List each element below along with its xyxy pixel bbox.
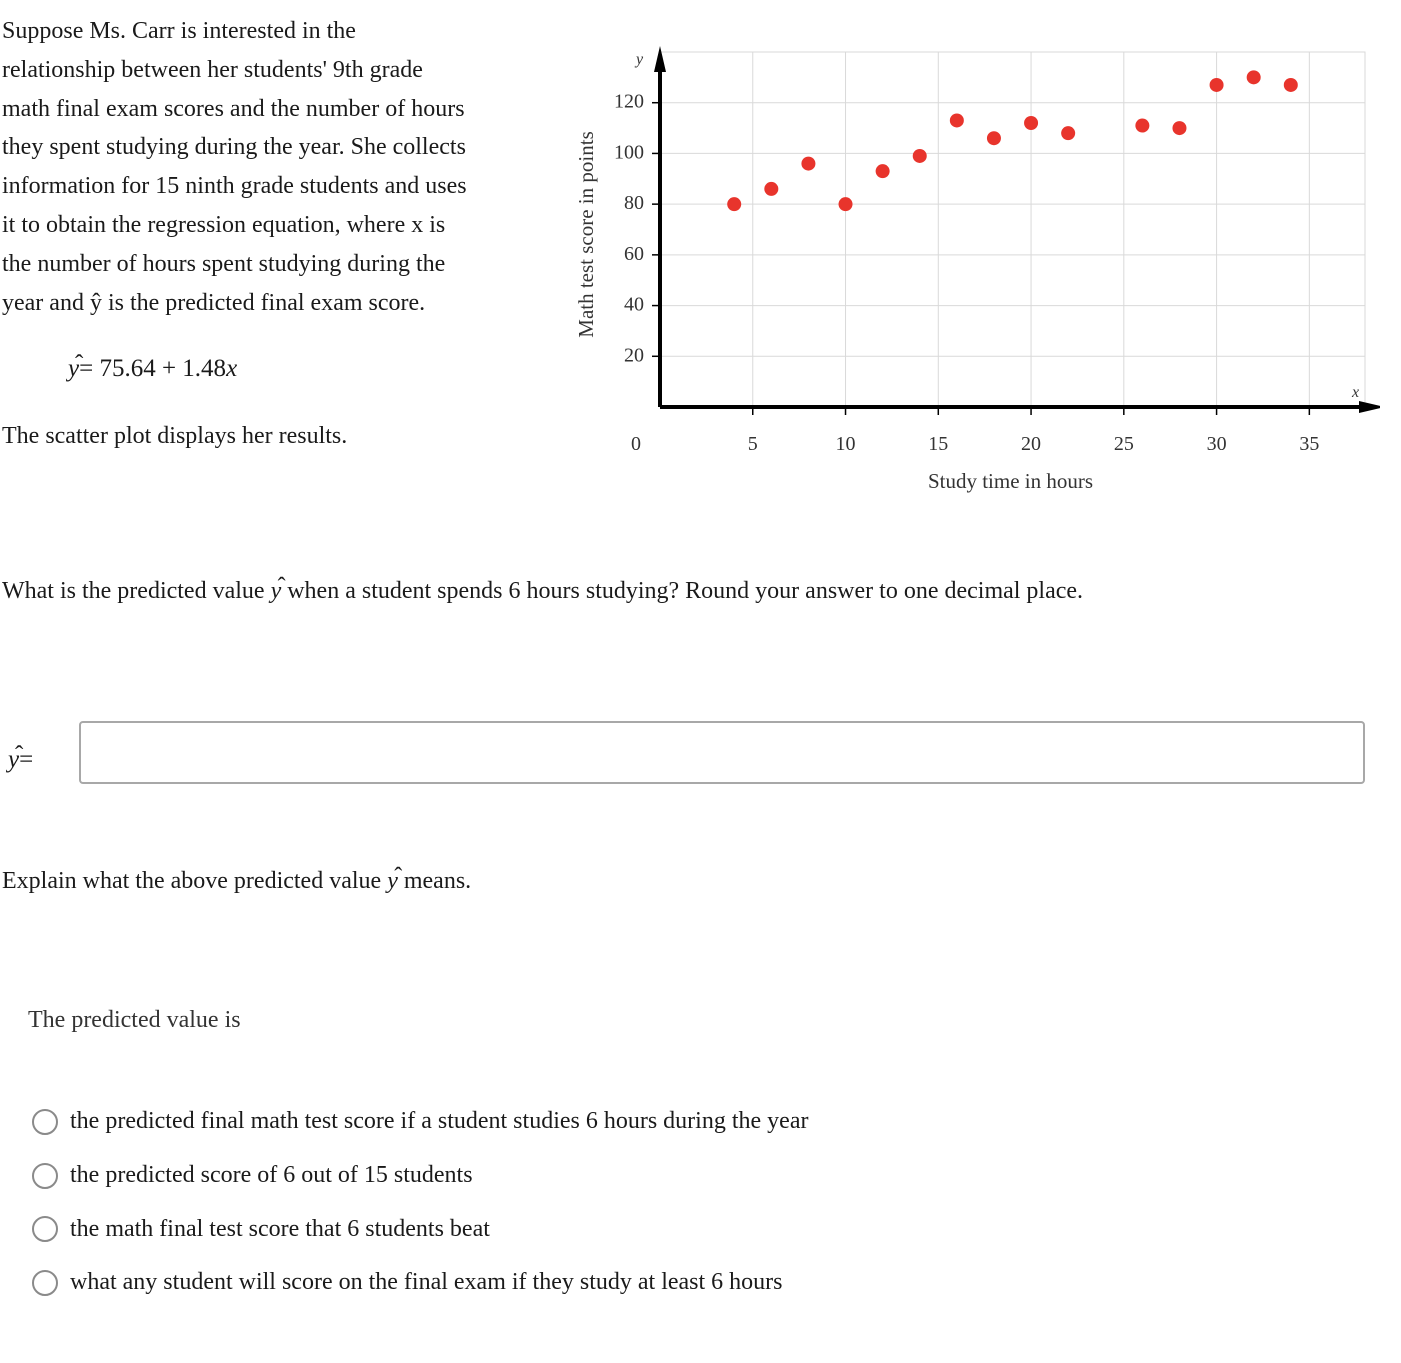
data-point [950,113,964,127]
y-tick-label: 100 [614,141,644,164]
data-point [1172,121,1186,135]
intro-line: year and ŷ is the predicted final exam score. [2,289,426,316]
explain-before: Explain what the above predicted value [2,868,388,894]
intro-line: math final exam scores and the number of hours [2,95,465,122]
radio-button[interactable] [32,1109,58,1135]
intro-line: the number of hours spent studying during the [2,250,446,277]
y-axis-label: Math test score in points [574,131,598,338]
y-axis-arrow [654,46,666,72]
x-axis-arrow [1359,401,1380,413]
question-yhat: y ˆ [271,572,282,610]
data-point [1135,119,1149,133]
data-point [764,182,778,196]
equation-yhat: y ˆ [68,350,79,388]
question-text [2,572,1083,610]
answer-yhat: y ˆ [8,742,19,778]
y-axis-letter: y [636,51,644,68]
x-tick-label: 5 [747,433,758,455]
y-tick-label: 40 [624,293,644,316]
explain-yhat: y ˆ [387,862,398,900]
data-point [913,149,927,163]
x-axis-label: Study time in hours [927,469,1094,493]
intro-line: relationship between her students' 9th grade [2,56,423,83]
x-tick-label: 10 [835,433,856,455]
data-point [839,197,853,211]
answer-label [8,742,33,778]
data-point [987,131,1001,145]
x-tick-label: 0 [631,433,641,455]
y-tick-label: 20 [624,344,644,367]
data-point [876,164,890,178]
x-tick-label: 30 [1206,433,1227,455]
explain-after: means. [397,868,472,894]
scatter-plot [560,40,1380,510]
answer-eq: = [19,746,34,773]
option-2[interactable] [32,1149,1032,1203]
question-after: when a student spends 6 hours studying? Round your answer to one decimal place. [281,578,1084,604]
intro-line: they spent studying during the year. She collects [2,134,466,161]
equation-rhs: = 75.64 + 1.48 [79,355,227,382]
option-4[interactable] [32,1256,1032,1310]
plot-frame [660,52,1365,407]
radio-button[interactable] [32,1163,58,1189]
predicted-value-lead: The predicted value is [28,1007,241,1033]
explain-prompt [2,862,471,900]
data-point [1210,78,1224,92]
x-tick-label: 15 [928,433,949,455]
problem-intro [2,12,542,322]
x-tick-label: 20 [1021,433,1042,455]
regression-equation [68,350,237,388]
y-tick-label: 120 [614,90,644,113]
option-label: what any student will score on the final exam if they study at least 6 hours [70,1269,783,1296]
data-point [801,157,815,171]
data-point [1061,126,1075,140]
data-point [1284,78,1298,92]
data-point [1024,116,1038,130]
option-label: the predicted score of 6 out of 15 students [70,1162,473,1189]
answer-input[interactable] [79,721,1365,784]
radio-button[interactable] [32,1270,58,1296]
data-point [727,197,741,211]
question-before: What is the predicted value [2,578,271,604]
answer-options [32,1095,1032,1310]
x-tick-label: 25 [1113,433,1134,455]
y-tick-label: 80 [624,192,644,215]
scatter-caption: The scatter plot displays her results. [2,423,348,449]
x-axis-letter: x [1352,384,1360,401]
radio-button[interactable] [32,1216,58,1242]
y-tick-label: 60 [624,242,644,265]
option-3[interactable] [32,1202,1032,1256]
option-1[interactable] [32,1095,1032,1149]
intro-line: it to obtain the regression equation, where x is [2,211,446,238]
intro-line: information for 15 ninth grade students and uses [2,173,467,200]
option-label: the predicted final math test score if a student studies 6 hours during the year [70,1108,809,1135]
data-point [1247,70,1261,84]
intro-line: Suppose Ms. Carr is interested in the [2,18,356,44]
x-tick-label: 35 [1299,433,1320,455]
equation-var: x [226,355,238,382]
option-label: the math final test score that 6 students beat [70,1215,490,1242]
